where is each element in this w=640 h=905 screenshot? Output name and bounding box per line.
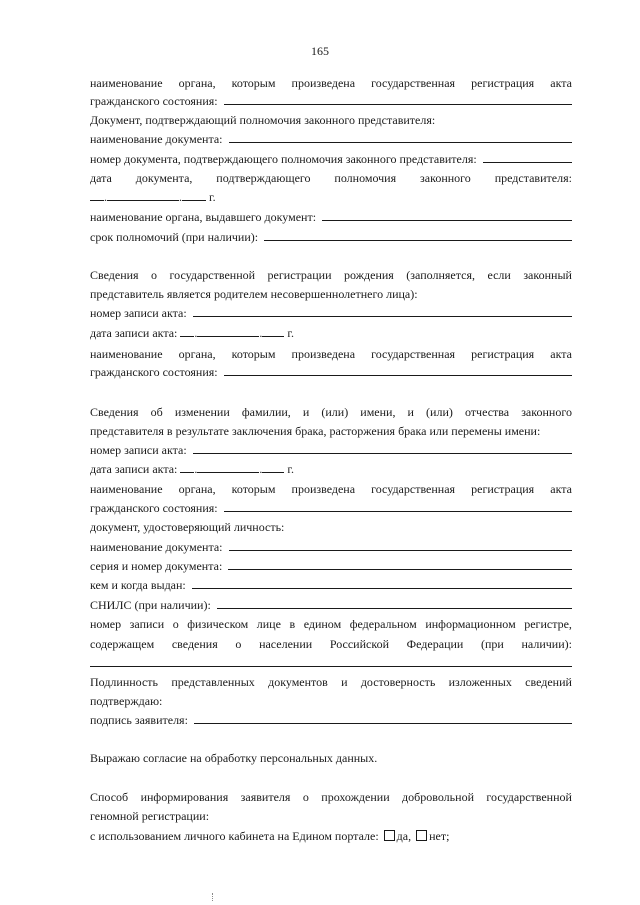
section-text: подтверждаю: xyxy=(90,694,163,708)
field-label: СНИЛС (при наличии): xyxy=(90,598,211,612)
input-line[interactable] xyxy=(224,94,572,105)
word: акта xyxy=(550,347,572,361)
form-field-signature xyxy=(90,713,572,727)
word: представленных xyxy=(171,675,255,689)
justified-line xyxy=(90,675,572,689)
word: наименование xyxy=(90,76,163,90)
word: достоверность xyxy=(360,675,436,689)
input-line[interactable] xyxy=(229,132,572,143)
word: Сведения xyxy=(90,268,139,282)
section-text: геномной регистрации: xyxy=(90,809,210,823)
field-label: гражданского состояния: xyxy=(90,365,218,379)
word: рождения xyxy=(344,268,394,282)
word: и xyxy=(302,405,310,419)
date-field-record: дата записи акта: . . г. xyxy=(90,326,294,340)
date-field-document: . . г. xyxy=(90,190,572,204)
word: дата xyxy=(90,171,112,185)
justified-line xyxy=(90,76,572,90)
field-label: подпись заявителя: xyxy=(90,713,188,727)
word: записи xyxy=(129,617,165,631)
justified-line xyxy=(90,617,572,631)
word: отчества xyxy=(464,405,510,419)
justified-line xyxy=(90,347,572,361)
word: (или) xyxy=(426,405,453,419)
word: номер xyxy=(90,617,122,631)
word: Способ xyxy=(90,790,129,804)
field-label: гражданского состояния: xyxy=(90,94,218,108)
input-line[interactable] xyxy=(229,540,572,551)
word: наименование xyxy=(90,482,163,496)
section-text: документ, удостоверяющий личность: xyxy=(90,520,285,534)
field-label: наименование документа: xyxy=(90,540,223,554)
input-line[interactable] xyxy=(193,443,572,454)
form-field-registration-organ xyxy=(90,94,572,108)
form-field-document-name xyxy=(90,540,572,554)
field-label: номер записи акта: xyxy=(90,443,187,457)
word: регистре, xyxy=(524,617,572,631)
word: физическом xyxy=(187,617,249,631)
word: Российской xyxy=(329,637,389,651)
input-line-register-number[interactable] xyxy=(90,666,572,667)
word: в xyxy=(289,617,296,631)
checkbox-no[interactable] xyxy=(416,830,427,841)
word: полномочия xyxy=(334,171,397,185)
input-line[interactable] xyxy=(224,501,572,512)
justified-line xyxy=(90,637,572,651)
word: изложенных xyxy=(448,675,512,689)
notification-option: с использованием личного кабинета на Едином портале: да, нет; xyxy=(90,829,450,843)
day-blank[interactable] xyxy=(90,190,104,201)
word: государственной xyxy=(169,268,256,282)
date-field-record: дата записи акта: . . г. xyxy=(90,462,294,476)
form-field-registration-organ xyxy=(90,365,572,379)
word: имени, xyxy=(360,405,396,419)
field-label: срок полномочий (при наличии): xyxy=(90,230,259,244)
word: акта xyxy=(550,76,572,90)
word: населении xyxy=(259,637,313,651)
field-label: номер документа, подтверждающего полномочия законного представителя: xyxy=(90,152,477,166)
word: об xyxy=(150,405,163,419)
form-field-series-number xyxy=(90,559,572,573)
day-blank[interactable] xyxy=(180,462,194,473)
scan-mark xyxy=(212,893,217,901)
section-text: представителя в результате заключения брака, расторжения брака или перемены имени: xyxy=(90,424,541,438)
word: произведена xyxy=(291,347,356,361)
justified-line xyxy=(90,405,572,419)
word: о xyxy=(302,790,309,804)
form-field-registration-organ xyxy=(90,501,572,515)
word: законного xyxy=(521,405,572,419)
field-label: гражданского состояния: xyxy=(90,501,218,515)
word: Федерации xyxy=(406,637,464,651)
word: (при xyxy=(480,637,504,651)
word: о xyxy=(235,637,242,651)
word: едином xyxy=(303,617,342,631)
field-label: наименование документа: xyxy=(90,132,223,146)
word: о xyxy=(172,617,179,631)
input-line[interactable] xyxy=(483,152,572,163)
consent-text: Выражаю согласие на обработку персональных данных. xyxy=(90,751,378,765)
field-label: серия и номер документа: xyxy=(90,559,223,573)
input-line[interactable] xyxy=(264,230,572,241)
form-field-record-number xyxy=(90,443,572,457)
word: (или) xyxy=(321,405,349,419)
word: содержащем xyxy=(90,637,155,651)
justified-line xyxy=(90,268,572,282)
year-blank[interactable] xyxy=(262,462,284,473)
word: (заполняется, xyxy=(406,268,475,282)
word: сведения xyxy=(171,637,218,651)
word: государственная xyxy=(371,482,456,496)
word: представителя: xyxy=(494,171,572,185)
form-field-snils xyxy=(90,598,572,612)
word: государственная xyxy=(371,347,456,361)
input-line[interactable] xyxy=(228,559,572,570)
word: законного xyxy=(420,171,471,185)
input-line[interactable] xyxy=(224,365,572,376)
word: документа, xyxy=(135,171,193,185)
word: подтверждающего xyxy=(216,171,311,185)
word: государственная xyxy=(371,76,456,90)
word: регистрация xyxy=(471,347,535,361)
form-field-document-number xyxy=(90,152,572,166)
word: регистрация xyxy=(471,76,535,90)
word: информационном xyxy=(425,617,516,631)
page-number: 165 xyxy=(311,44,329,58)
word: регистрации xyxy=(267,268,332,282)
word: фамилии, xyxy=(241,405,291,419)
word: федеральном xyxy=(349,617,417,631)
word: Подлинность xyxy=(90,675,159,689)
field-label: наименование органа, выдавшего документ: xyxy=(90,210,317,224)
section-text: представитель является родителем несовершеннолетнего лица): xyxy=(90,287,418,301)
word: добровольной xyxy=(402,790,474,804)
input-line[interactable] xyxy=(322,210,572,221)
month-blank[interactable] xyxy=(197,326,259,337)
form-field-term xyxy=(90,230,572,244)
month-blank[interactable] xyxy=(107,190,179,201)
word: наименование xyxy=(90,347,163,361)
word: законный xyxy=(523,268,572,282)
word: изменении xyxy=(174,405,230,419)
word: государственной xyxy=(486,790,572,804)
word: прохождении xyxy=(321,790,390,804)
justified-line xyxy=(90,790,572,804)
word: органа, xyxy=(178,76,216,90)
checkbox-yes[interactable] xyxy=(384,830,395,841)
word: сведений xyxy=(525,675,572,689)
signature-line[interactable] xyxy=(194,713,572,724)
word: органа, xyxy=(178,482,216,496)
word: информирования xyxy=(140,790,229,804)
field-label: номер записи акта: xyxy=(90,306,187,320)
word: произведена xyxy=(291,76,356,90)
input-line[interactable] xyxy=(192,578,572,589)
word: которым xyxy=(231,76,276,90)
section-heading: Документ, подтверждающий полномочия законного представителя: xyxy=(90,113,436,127)
input-line[interactable] xyxy=(217,598,572,609)
word: произведена xyxy=(291,482,356,496)
word: документов xyxy=(268,675,328,689)
year-blank[interactable] xyxy=(262,326,284,337)
checkbox-yes-label: да, xyxy=(396,829,412,843)
day-blank[interactable] xyxy=(180,326,194,337)
word: акта xyxy=(550,482,572,496)
input-line[interactable] xyxy=(193,306,572,317)
justified-line xyxy=(90,482,572,496)
word: заявителя xyxy=(240,790,291,804)
field-label: кем и когда выдан: xyxy=(90,578,186,592)
word: Сведения xyxy=(90,405,139,419)
form-field-record-number xyxy=(90,306,572,320)
year-blank[interactable] xyxy=(182,190,206,201)
word: о xyxy=(151,268,158,282)
word: и xyxy=(341,675,348,689)
form-field-issued-by xyxy=(90,578,572,592)
word: если xyxy=(487,268,511,282)
month-blank[interactable] xyxy=(197,462,259,473)
word: лице xyxy=(256,617,281,631)
justified-line xyxy=(90,171,572,185)
word: регистрация xyxy=(471,482,535,496)
form-field-document-name xyxy=(90,132,572,146)
word: которым xyxy=(231,482,276,496)
form-field-issuing-organ xyxy=(90,210,572,224)
word: которым xyxy=(231,347,276,361)
word: наличии): xyxy=(521,637,572,651)
word: и xyxy=(407,405,414,419)
checkbox-no-label: нет; xyxy=(429,829,450,843)
word: органа, xyxy=(178,347,216,361)
